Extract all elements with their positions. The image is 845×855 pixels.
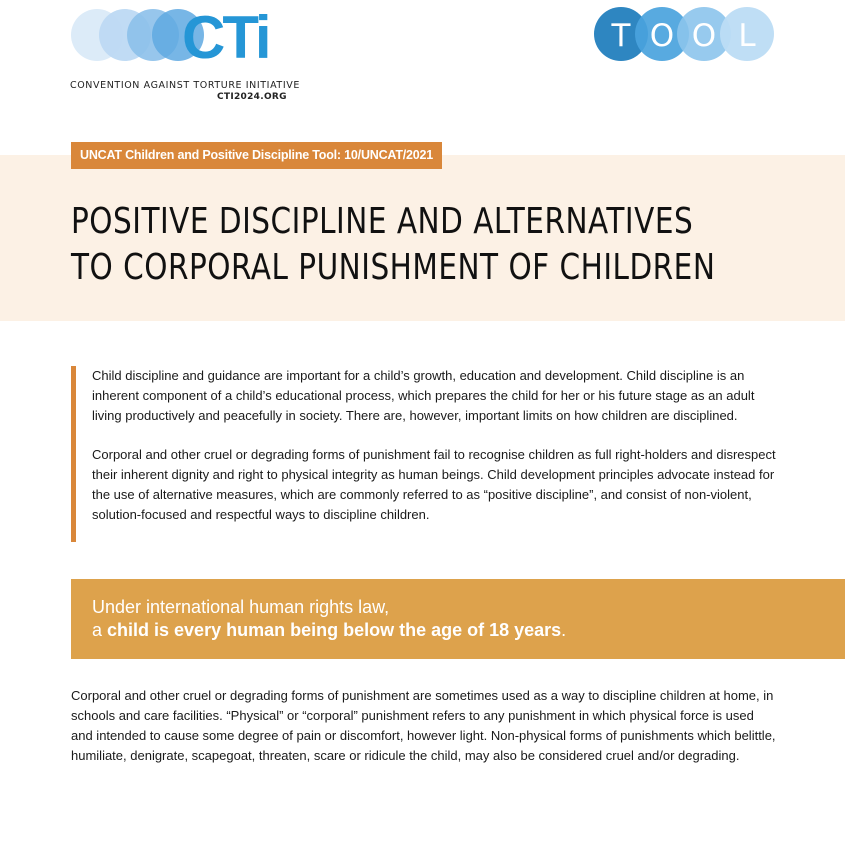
callout-emphasis: child is every human being below the age of 18 years: [107, 620, 562, 640]
title-line-2: TO CORPORAL PUNISHMENT OF CHILDREN: [71, 247, 716, 288]
definition-callout: [71, 579, 845, 659]
title-line-1: POSITIVE DISCIPLINE AND ALTERNATIVES: [71, 201, 694, 242]
tool-letter-t: T: [611, 18, 631, 54]
logo-url: CTI2024.ORG: [217, 92, 287, 102]
intro-accent-bar: [71, 366, 76, 542]
callout-prefix: a: [92, 620, 108, 640]
page-title: [71, 199, 715, 291]
callout-line-1: Under international human rights law,: [92, 597, 390, 617]
callout-suffix: .: [561, 620, 567, 640]
tool-letter-l: L: [738, 18, 756, 54]
cti-logo-mark: [70, 8, 300, 70]
callout-line-2: [92, 620, 566, 641]
body-paragraph: Corporal and other cruel or degrading forms of punishment are sometimes used as a way to discipline children at home, in schools and care facilities. “Physical” or “corporal” punishment refers to any punishment in which physical force is used and intended to cause some degree of pain or discomfort, however light. Non-physical forms of punishments which belittle, humiliate, denigrate, scapegoat, threaten, scare or ridicule the child, may also be considered cruel and/or degrading.: [71, 688, 776, 763]
logo-wordmark: CTi: [182, 8, 269, 70]
tool-badge-graphic: [594, 6, 779, 64]
tool-badge: [594, 6, 779, 64]
intro-section: [71, 366, 777, 544]
logo-caption: CONVENTION AGAINST TORTURE INITIATIVE: [70, 80, 300, 91]
intro-paragraph-2: Corporal and other cruel or degrading forms of punishment fail to recognise children as full right-holders and disrespect their inherent dignity and right to physical integrity as human beings. Child development principles advocate instead for the use of alternative measures, which are commonly referred to as “positive discipline”, and consist of non-violent, solution-focused and respectful ways to discipline children.: [92, 447, 776, 522]
tool-reference-tag: UNCAT Children and Positive Discipline Tool: 10/UNCAT/2021: [71, 142, 442, 169]
tool-letter-o2: O: [691, 18, 717, 54]
intro-paragraph-1: Child discipline and guidance are important for a child’s growth, education and development. Child discipline is an inherent component of a child’s educational process, which prepares the child for her or his future stage as an adult living productively and peacefully in society. There are, however, important limits on how children are disciplined.: [92, 368, 755, 423]
tool-letter-o1: O: [649, 18, 675, 54]
